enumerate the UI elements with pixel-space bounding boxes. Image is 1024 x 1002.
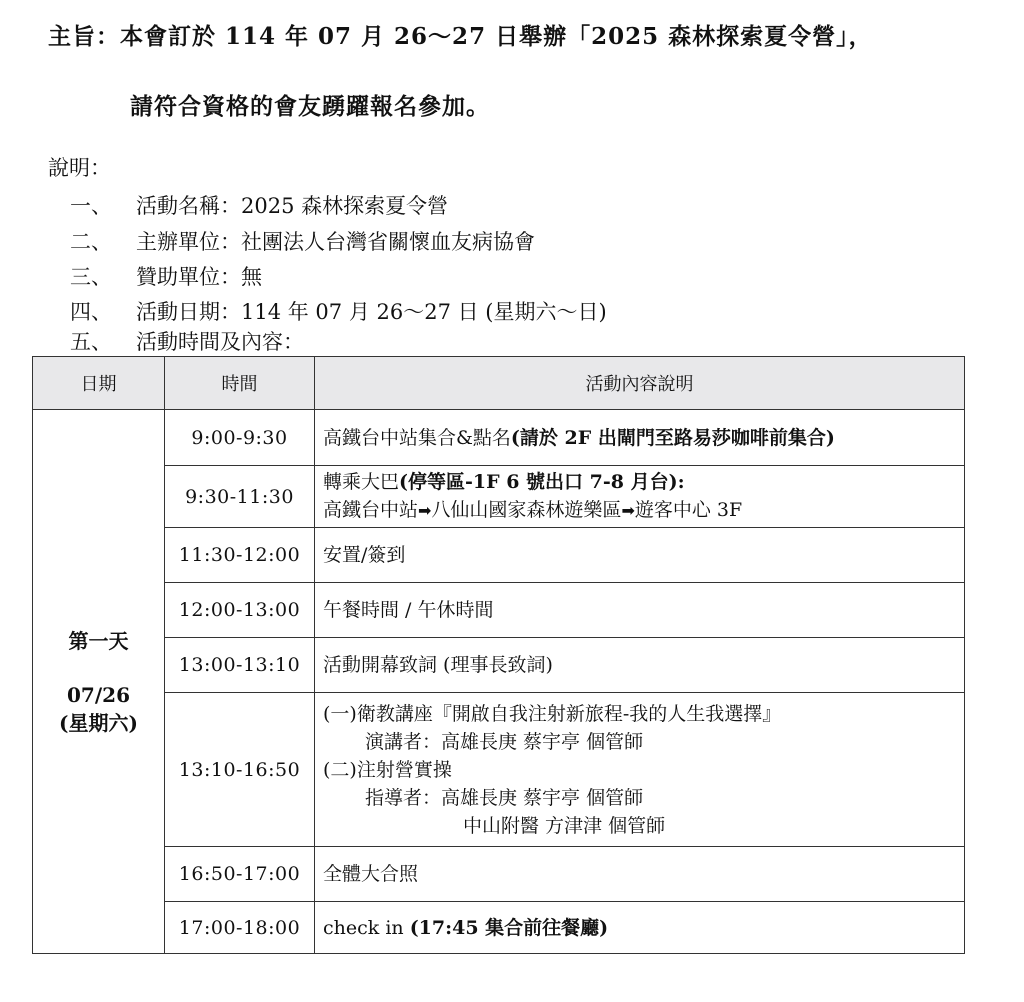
time-cell: 9:00-9:30	[165, 410, 315, 466]
table-row	[33, 638, 965, 693]
table-row	[33, 847, 965, 902]
subject-line-1: 主旨：本會訂於 114 年 07 月 26～27 日舉辦「2025 森林探索夏令營」，	[48, 23, 873, 50]
item-number: 二、	[70, 230, 112, 254]
content-cell: 安置/簽到	[315, 528, 965, 583]
table-row	[33, 583, 965, 638]
table-row	[33, 466, 965, 528]
content-line: 指導者：高雄長庚 蔡宇亭 個管師	[365, 786, 644, 809]
content-cell	[315, 410, 965, 466]
content-note: (17:45 集合前往餐廳)	[409, 916, 609, 939]
content-cell	[315, 902, 965, 954]
content-text: check in	[323, 916, 404, 939]
content-line: (一)衛教講座『開啟自我注射新旅程-我的人生我選擇』	[323, 702, 782, 725]
day-weekday: (星期六)	[59, 710, 138, 735]
content-note: (停等區-1F 6 號出口 7-8 月台):	[399, 471, 685, 493]
content-note: (請於 2F 出閘門至路易莎咖啡前集合)	[510, 426, 835, 449]
time-cell: 9:30-11:30	[165, 466, 315, 528]
item-text: 主辦單位：社團法人台灣省關懷血友病協會	[136, 230, 535, 254]
content-cell: 午餐時間 / 午休時間	[315, 583, 965, 638]
content-line: 中山附醫 方津津 個管師	[463, 814, 666, 837]
subject-line-2: 請符合資格的會友踴躍報名參加。	[130, 93, 490, 120]
content-cell: 活動開幕致詞 (理事長致詞)	[315, 638, 965, 693]
explanation-item	[70, 190, 448, 220]
time-cell: 17:00-18:00	[165, 902, 315, 954]
route-start: 高鐵台中站	[323, 499, 419, 521]
item-number: 五、	[70, 330, 112, 354]
time-cell: 11:30-12:00	[165, 528, 315, 583]
item-text: 活動日期：114 年 07 月 26～27 日 (星期六～日)	[136, 300, 607, 324]
explanation-item	[70, 226, 535, 256]
item-number: 四、	[70, 300, 112, 324]
content-line: 演講者：高雄長庚 蔡宇亭 個管師	[365, 730, 644, 753]
header-date: 日期	[33, 357, 165, 410]
header-time: 時間	[165, 357, 315, 410]
item-text: 活動時間及內容：	[136, 330, 304, 354]
arrow-right-icon: ➡	[418, 501, 432, 520]
route-mid: 八仙山國家森林遊樂區	[431, 499, 622, 521]
content-line: (二)注射營實操	[323, 758, 452, 781]
item-number: 一、	[70, 194, 112, 218]
table-row	[33, 528, 965, 583]
content-cell	[315, 693, 965, 847]
table-row	[33, 693, 965, 847]
day-cell	[33, 410, 165, 954]
time-cell: 13:00-13:10	[165, 638, 315, 693]
route-end: 遊客中心 3F	[634, 499, 743, 521]
content-cell	[315, 466, 965, 528]
explanation-item	[70, 261, 262, 291]
table-row	[33, 902, 965, 954]
table-header-row	[33, 357, 965, 410]
content-text: 轉乘大巴	[323, 471, 400, 493]
explanation-title: 說明：	[48, 156, 111, 180]
explanation-item	[70, 326, 304, 356]
arrow-right-icon: ➡	[621, 501, 635, 520]
day-date: 07/26	[67, 682, 130, 707]
item-text: 贊助單位：無	[136, 265, 262, 289]
item-text: 活動名稱：2025 森林探索夏令營	[136, 194, 449, 218]
item-number: 三、	[70, 265, 112, 289]
header-content: 活動內容說明	[315, 357, 965, 410]
route-line	[323, 496, 956, 525]
time-cell: 16:50-17:00	[165, 847, 315, 902]
table-row	[33, 410, 965, 466]
time-cell: 12:00-13:00	[165, 583, 315, 638]
explanation-item	[70, 296, 607, 326]
day-label: 第一天	[68, 628, 129, 653]
content-text: 高鐵台中站集合&點名	[323, 426, 511, 449]
content-cell: 全體大合照	[315, 847, 965, 902]
time-cell: 13:10-16:50	[165, 693, 315, 847]
schedule-table	[32, 356, 965, 954]
